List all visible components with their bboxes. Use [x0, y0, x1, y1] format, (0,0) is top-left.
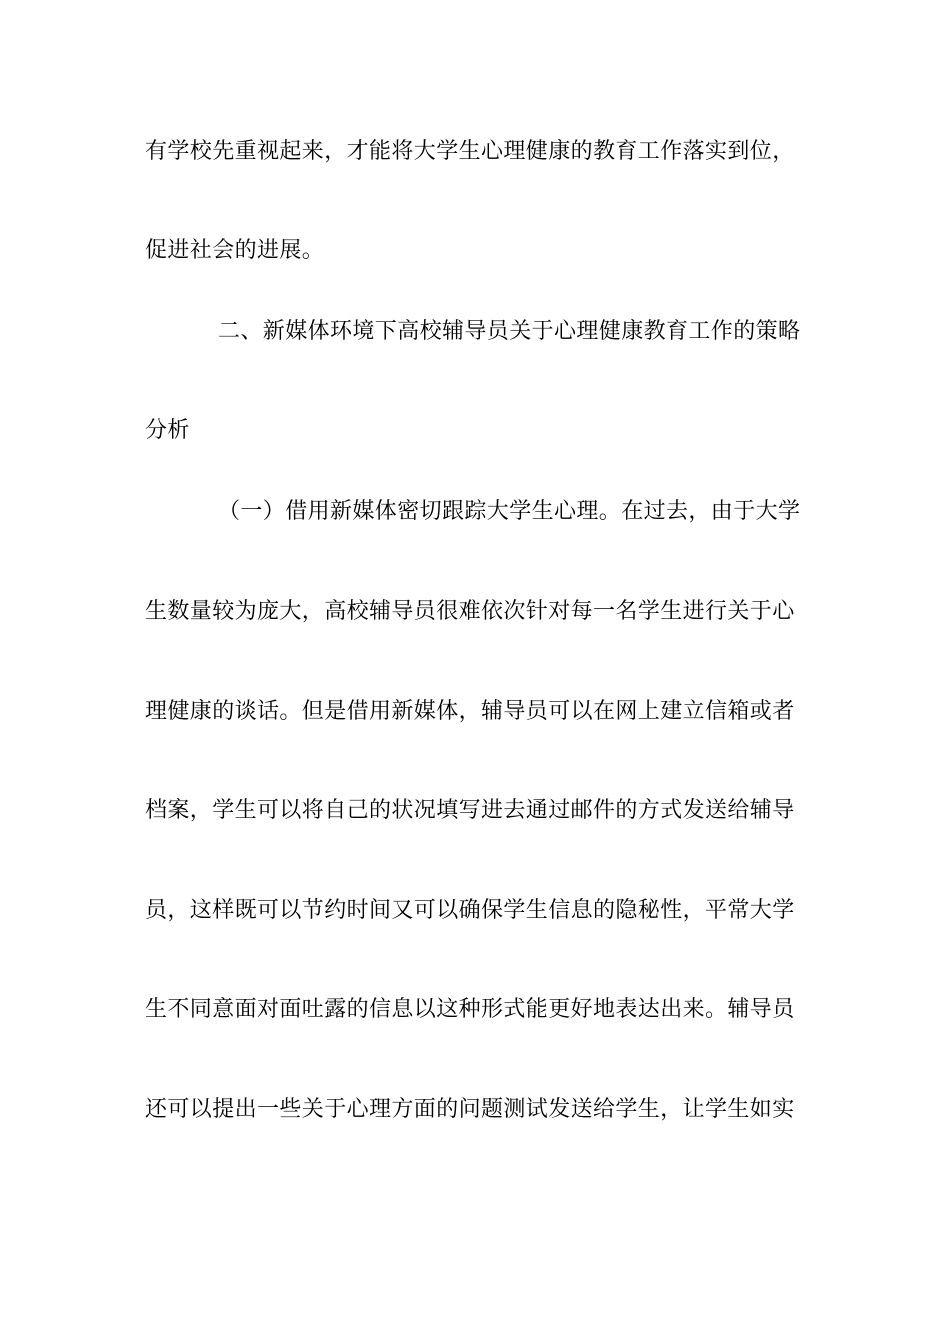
section-heading: 二、新媒体环境下高校辅导员关于心理健康教育工作的策略 — [218, 319, 801, 344]
paragraph-line: 理健康的谈话。但是借用新媒体，辅导员可以在网上建立信箱或者 — [145, 699, 795, 724]
paragraph-line: 档案，学生可以将自己的状况填写进去通过邮件的方式发送给辅导 — [145, 798, 795, 823]
section-heading-continued: 分析 — [145, 418, 190, 443]
paragraph-line: 生不同意面对面吐露的信息以这种形式能更好地表达出来。辅导员 — [145, 997, 795, 1022]
subsection-heading: （一）借用新媒体密切跟踪大学生心理。在过去，由于大学 — [218, 499, 801, 524]
paragraph-line: 员，这样既可以节约时间又可以确保学生信息的隐秘性，平常大学 — [145, 898, 795, 923]
paragraph-line: 生数量较为庞大，高校辅导员很难依次针对每一名学生进行关于心 — [145, 599, 795, 624]
paragraph-line: 还可以提出一些关于心理方面的问题测试发送给学生，让学生如实 — [145, 1097, 795, 1122]
paragraph-line: 有学校先重视起来，才能将大学生心理健康的教育工作落实到位， — [145, 139, 795, 164]
paragraph-line: 促进社会的进展。 — [145, 238, 325, 263]
